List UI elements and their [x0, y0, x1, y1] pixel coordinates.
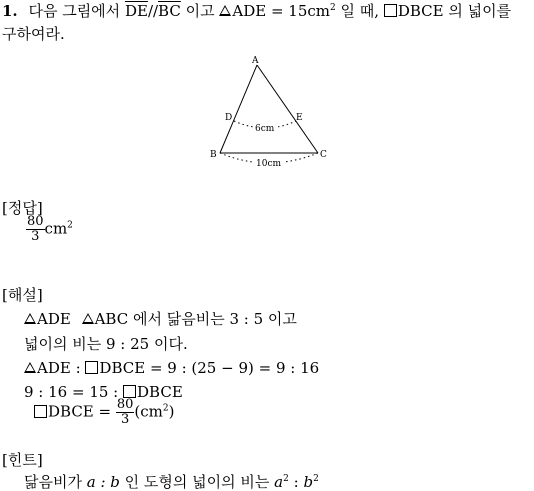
exponent: 2 [162, 403, 169, 414]
vertex-e-label: E [296, 113, 303, 123]
triangle-icon [24, 313, 36, 324]
hint-line [24, 473, 319, 491]
vertex-b-label: B [210, 150, 217, 160]
fraction-numerator: 80 [116, 397, 134, 412]
triangle-name: ADE [37, 310, 71, 328]
solution-text: 에서 닮음비는 3 : 5 이고 [133, 310, 297, 328]
variable-b: b [303, 473, 314, 491]
solution-line-2: 넓이의 비는 9 : 25 이다. [24, 335, 188, 353]
problem-text: 일 때, [340, 2, 380, 20]
side-ab [220, 65, 257, 153]
vertex-d-label: D [225, 113, 233, 123]
problem-line-2: 구하여라. [2, 25, 65, 43]
triangle-icon [82, 313, 94, 324]
solution-equation: DBCE = 9 : (25 − 9) = 9 : 16 [99, 359, 320, 377]
side-ac [257, 65, 318, 153]
answer-exponent: 2 [67, 220, 73, 231]
triangle-name: ADE [232, 2, 267, 20]
answer-fraction [26, 215, 45, 244]
fraction-denominator: 3 [121, 412, 130, 427]
answer-heading: [정답] [2, 199, 43, 217]
solution-heading: [해설] [2, 286, 43, 304]
problem-number: 1. [2, 2, 18, 20]
solution-fraction [116, 398, 135, 427]
de-length-label: 6cm [255, 124, 275, 134]
triangle-name: ABC [94, 310, 129, 328]
colon: : [288, 473, 304, 491]
hint-text: 인 도형의 넓이의 비는 [124, 473, 270, 491]
quad-name: DBCE = [48, 402, 112, 421]
square-icon [34, 405, 47, 418]
square-icon [384, 4, 397, 17]
solution-line-3 [24, 359, 319, 377]
exponent: 2 [313, 474, 319, 484]
triangle-icon [219, 5, 231, 16]
solution-line-5 [34, 398, 175, 427]
exponent: 2 [283, 474, 289, 484]
triangle-name: ADE : [37, 359, 81, 377]
square-icon [85, 361, 98, 374]
answer-unit: cm [44, 219, 68, 238]
parallel-symbol: // [147, 2, 159, 20]
unit: (cm [134, 402, 163, 421]
solution-line-1 [24, 310, 297, 328]
quad-name: DBCE [397, 2, 444, 20]
hint-text: 닮음비가 [24, 473, 82, 491]
problem-line-1 [2, 2, 511, 20]
hint-ratio: a : b [86, 473, 120, 491]
triangle-icon [24, 362, 36, 373]
area-equation: = 15cm [270, 2, 331, 20]
problem-text: 이고 [185, 2, 215, 20]
exponent: 2 [330, 3, 336, 13]
unit-close: ) [168, 402, 175, 421]
problem-text: 의 넓이를 [448, 2, 512, 20]
quad-name: DBCE [137, 383, 183, 401]
answer-numerator: 80 [27, 214, 44, 229]
vertex-a-label: A [252, 56, 259, 66]
answer-denominator: 3 [31, 229, 40, 244]
segment-bc: $\overline{BC}$ [158, 2, 181, 20]
variable-a: a [274, 473, 284, 491]
bc-length-label: 10cm [256, 159, 282, 169]
problem-text: 다음 그림에서 [28, 2, 121, 20]
solution-equation: 9 : 16 = 15 : [24, 383, 119, 401]
answer-value [26, 215, 73, 244]
triangle-figure [200, 55, 340, 170]
hint-heading: [힌트] [2, 451, 43, 469]
vertex-c-label: C [320, 150, 327, 160]
segment-de: $\overline{DE}$ [124, 2, 148, 20]
